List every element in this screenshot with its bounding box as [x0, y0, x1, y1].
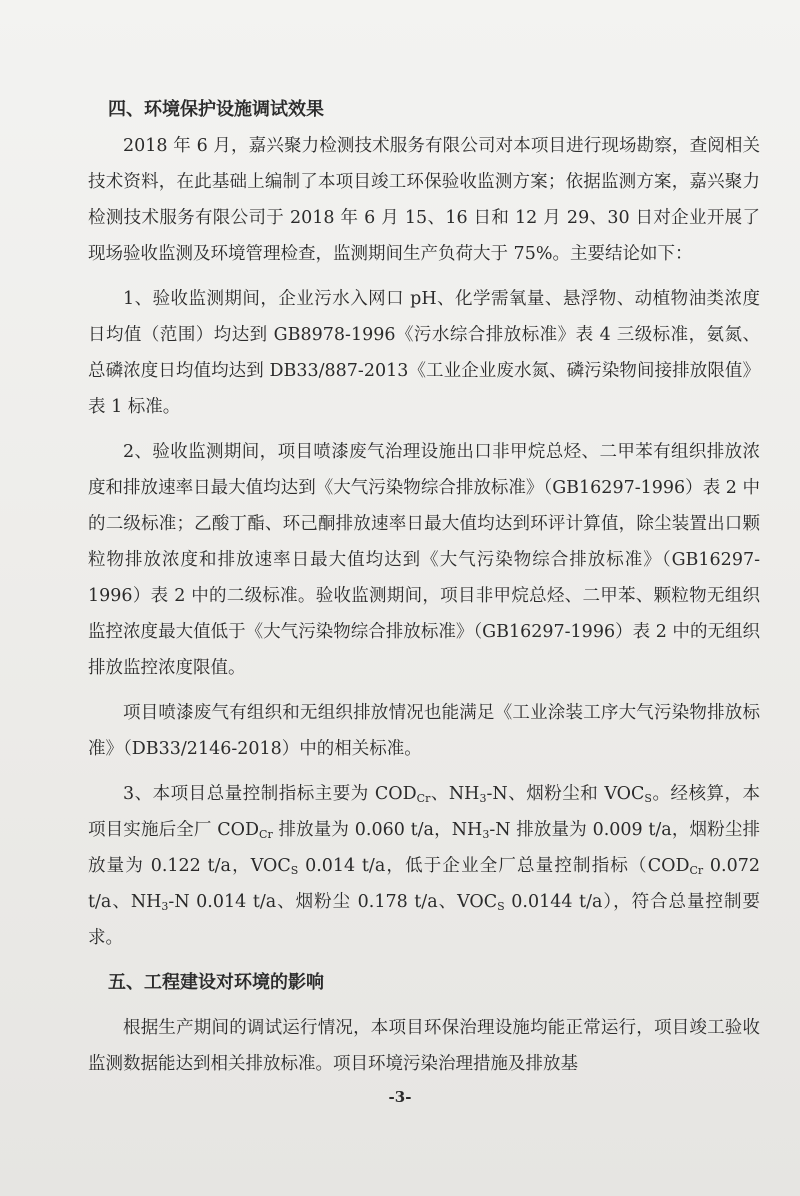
- item-3-text: 。经核算，本项目实施后全厂 COD: [88, 784, 761, 840]
- subscript: Cr: [416, 792, 431, 805]
- item-3-text: 0.014 t/a，低于企业全厂总量控制指标（COD: [298, 856, 690, 876]
- item-3-text: -N 0.014 t/a、烟粉尘 0.178 t/a、VOC: [168, 892, 498, 912]
- conclusion-item-2-supplement: 项目喷漆废气有组织和无组织排放情况也能满足《工业涂装工序大气污染物排放标准》（DB33/2146-2018）中的相关标准。: [88, 703, 760, 759]
- conclusion-item-1: 1、验收监测期间，企业污水入网口 pH、化学需氧量、悬浮物、动植物油类浓度日均值（范围）均达到 GB8978-1996《污水综合排放标准》表 4 三级标准，氨氮、总磷浓度日均值均达到 DB33/887-2013《工业企业废水氮、磷污染物间接排放限值》表 1 标准。: [88, 289, 760, 417]
- item-3-text: -N、烟粉尘和 VOC: [486, 784, 645, 804]
- item-3-text: 0.072 t/a、NH: [88, 856, 760, 912]
- item-3-text: 0.0144 t/a），符合总量控制要求。: [88, 892, 760, 948]
- section-4-intro: 2018 年 6 月，嘉兴聚力检测技术服务有限公司对本项目进行现场勘察，查阅相关技术资料，在此基础上编制了本项目竣工环保验收监测方案；依据监测方案，嘉兴聚力检测技术服务有限公司于 2018 年 6 月 15、16 日和 12 月 29、30 日对企业开展了现场验收监测及环境管理检查，监测期间生产负荷大于 75%。主要结论如下：: [88, 136, 760, 264]
- section-5-text: 根据生产期间的调试运行情况，本项目环保治理设施均能正常运行，项目竣工验收监测数据能达到相关排放标准。项目环境污染治理措施及排放基: [88, 1018, 760, 1074]
- section-4-heading: 四、环境保护设施调试效果: [108, 99, 324, 120]
- page-content: [88, 92, 760, 1082]
- item-3-text: 、NH: [430, 784, 480, 804]
- subscript: 3: [479, 792, 487, 805]
- item-3-text: -N 排放量为 0.009 t/a，烟粉尘排放量为 0.122 t/a，VOC: [88, 820, 760, 876]
- subscript: S: [290, 864, 299, 877]
- subscript: Cr: [689, 864, 704, 877]
- item-3-text: 排放量为 0.060 t/a，NH: [272, 820, 483, 840]
- section-5-heading: 五、工程建设对环境的影响: [108, 972, 324, 993]
- page-number: -3-: [388, 1088, 412, 1106]
- subscript: 3: [161, 900, 169, 913]
- conclusion-item-3: [88, 776, 760, 956]
- subscript: S: [644, 792, 652, 805]
- subscript: Cr: [259, 828, 273, 841]
- subscript: S: [497, 900, 505, 913]
- conclusion-item-2: 2、验收监测期间，项目喷漆废气治理设施出口非甲烷总烃、二甲苯有组织排放浓度和排放速率日最大值均达到《大气污染物综合排放标准》（GB16297-1996）表 2 中的二级标准；乙酸丁酯、环己酮排放速率日最大值均达到环评计算值，除尘装置出口颗粒物排放浓度和排放速率日最大值均达到《大气污染物综合排放标准》（GB16297-1996）表 2 中的二级标准。验收监测期间，项目非甲烷总烃、二甲苯、颗粒物无组织监控浓度最大值低于《大气污染物综合排放标准》（GB16297-1996）表 2 中的无组织排放监控浓度限值。: [88, 442, 760, 678]
- item-3-text: 3、本项目总量控制指标主要为 COD: [123, 784, 417, 804]
- subscript: 3: [482, 828, 490, 841]
